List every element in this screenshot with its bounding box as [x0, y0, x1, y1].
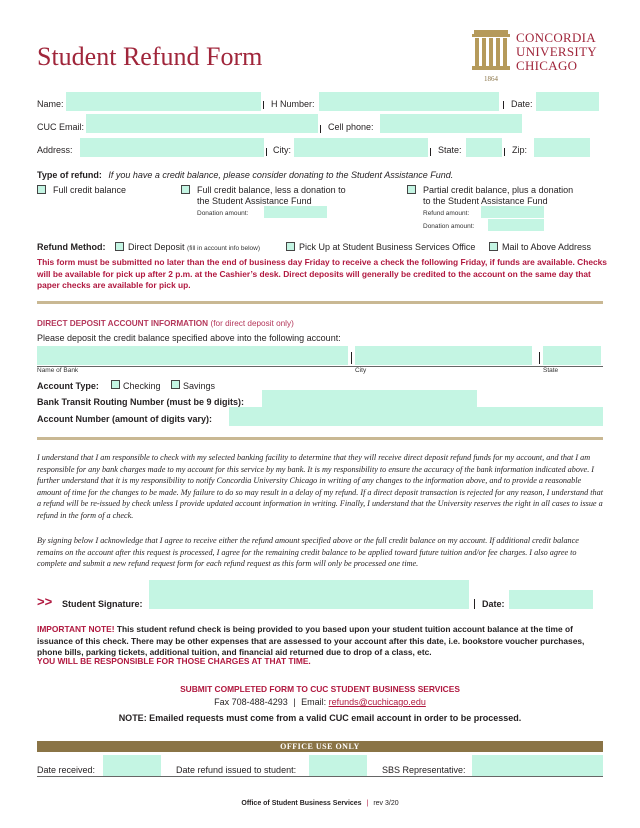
savings-checkbox[interactable]: [171, 380, 180, 389]
address-field[interactable]: [80, 138, 264, 157]
name-field[interactable]: [66, 92, 261, 111]
divider: [430, 148, 431, 156]
refund-amount-field[interactable]: [481, 206, 544, 218]
cuc-email-label: CUC Email:: [37, 122, 85, 132]
date-issued-field[interactable]: [309, 755, 367, 777]
important-lead: IMPORTANT NOTE!: [37, 624, 115, 634]
bank-name-label: Name of Bank: [37, 367, 79, 374]
logo-line-2: UNIVERSITY: [516, 44, 597, 59]
partial-credit-label-1: Partial credit balance, plus a donation: [423, 185, 574, 195]
account-number-label: Account Number (amount of digits vary):: [37, 414, 213, 424]
refund-method-label: Refund Method:: [37, 242, 106, 252]
donation-amount-2-field[interactable]: [488, 219, 544, 231]
signature-date-label: Date:: [482, 599, 505, 609]
pickup-label: Pick Up at Student Business Services Office: [299, 242, 476, 252]
mail-checkbox[interactable]: [489, 242, 498, 251]
full-less-donation-label-1: Full credit balance, less a donation to: [197, 185, 346, 195]
page-title: Student Refund Form: [37, 42, 263, 71]
date-label: Date:: [511, 99, 533, 109]
logo-year: 1864: [484, 75, 498, 83]
logo-line-3: CHICAGO: [516, 58, 578, 73]
underline: [37, 776, 603, 777]
section-divider: [37, 301, 603, 304]
full-less-donation-label-2: the Student Assistance Fund: [197, 196, 312, 206]
section-divider: [37, 437, 603, 440]
office-use-heading: OFFICE USE ONLY: [37, 741, 603, 752]
h-number-field[interactable]: [319, 92, 499, 111]
zip-field[interactable]: [534, 138, 590, 157]
full-credit-label: Full credit balance: [53, 185, 127, 195]
cell-phone-field[interactable]: [380, 114, 522, 133]
state-field[interactable]: [466, 138, 502, 157]
divider: [266, 148, 267, 156]
routing-label: Bank Transit Routing Number (must be 9 digits):: [37, 397, 245, 407]
footer-rev: rev 3/20: [373, 800, 399, 807]
checking-checkbox[interactable]: [111, 380, 120, 389]
account-number-field[interactable]: [229, 407, 603, 426]
bank-city-label: City: [355, 367, 367, 374]
bank-state-label: State: [543, 367, 559, 374]
bank-city-field[interactable]: [355, 346, 532, 365]
date-field[interactable]: [536, 92, 599, 111]
important-warning: YOU WILL BE RESPONSIBLE FOR THOSE CHARGES AT THAT TIME.: [37, 656, 311, 666]
name-label: Name:: [37, 99, 64, 109]
signature-arrows: >>: [37, 594, 53, 609]
columns-icon: [470, 28, 512, 74]
signature-label: Student Signature:: [62, 599, 143, 609]
refund-type-label: Type of refund:: [37, 170, 102, 180]
footer-separator: |: [366, 800, 369, 807]
cell-phone-label: Cell phone:: [328, 122, 374, 132]
university-logo: [470, 28, 610, 84]
important-body: This student refund check is being provided to you based upon your student tuition account balance at the time of issuance of this check. There may be other expenses that are assessed to your account after this date, i.e. bookstore voucher purchases, phone bills, parking tickets, additional tuition, and financial aid returned due to drop of a class, etc.: [37, 624, 585, 657]
refund-amount-label: Refund amount:: [423, 210, 470, 217]
bank-state-field[interactable]: [543, 346, 601, 365]
date-received-field[interactable]: [103, 755, 161, 777]
divider: [503, 101, 504, 109]
submit-email-link[interactable]: refunds@cuchicago.edu: [328, 697, 426, 707]
divider: [320, 125, 321, 133]
signature-date-field[interactable]: [509, 590, 593, 609]
direct-deposit-heading-note: (for direct deposit only): [210, 319, 294, 328]
refund-type-hint: If you have a credit balance, please consider donating to the Student Assistance Fund.: [108, 170, 454, 180]
agreement-paragraph-2: By signing below I acknowledge that I agree to receive either the refund amount specified above or the full credit balance on my account. If additional credit balance remains on the account after this request is processed, I agree for the remaining credit balance to be applied toward future tuition and/or fee charges. I also agree to complete and submit a new refund request form for each refund request as this form will only be processed one time.: [37, 536, 579, 568]
divider: [263, 101, 264, 109]
date-received-label: Date received:: [37, 765, 96, 775]
logo-line-1: CONCORDIA: [516, 30, 596, 45]
donation-amount-label: Donation amount:: [197, 210, 249, 217]
sbs-rep-field[interactable]: [472, 755, 603, 777]
divider: [474, 599, 475, 609]
full-credit-checkbox[interactable]: [37, 185, 46, 194]
account-type-label: Account Type:: [37, 381, 99, 391]
agreement-paragraph-1: I understand that I am responsible to check with my selected banking facility to determine that they will receive direct deposit refund funds for my account, and that I am responsible for any bank charges made to my account for this service by my bank. It is my responsibility to ensure the accuracy of the bank information indicated above. I further understand that it is my responsibility to notify Concordia University Chicago in writing of any changes to the information above, and to provide a reasonable amount of time for the changes to be made. My failure to do so may result in a delay of my refund. If a direct deposit transaction is rejected for any reason, I understand that a refund will be re-issued by check unless I provide updated account information in writing. Finally, I understand that the University reserves the right in all cases to issue a refund in the form of a check.: [37, 453, 603, 520]
sbs-rep-label: SBS Representative:: [382, 765, 466, 775]
footer-office: Office of Student Business Services: [241, 800, 362, 807]
partial-credit-label-2: to the Student Assistance Fund: [423, 196, 548, 206]
submit-email-label: Email:: [301, 697, 327, 707]
direct-deposit-heading: DIRECT DEPOSIT ACCOUNT INFORMATION: [37, 319, 209, 328]
checking-label: Checking: [123, 381, 161, 391]
direct-deposit-note: (fill in account info below): [187, 245, 261, 252]
divider: [351, 352, 352, 364]
submit-separator: |: [293, 697, 296, 707]
divider: [539, 352, 540, 364]
mail-label: Mail to Above Address: [502, 242, 592, 252]
partial-credit-checkbox[interactable]: [407, 185, 416, 194]
pickup-checkbox[interactable]: [286, 242, 295, 251]
divider: [504, 148, 505, 156]
cuc-email-field[interactable]: [86, 114, 318, 133]
savings-label: Savings: [183, 381, 216, 391]
bank-name-field[interactable]: [37, 346, 348, 365]
submit-heading: SUBMIT COMPLETED FORM TO CUC STUDENT BUSINESS SERVICES: [180, 684, 460, 694]
underline: [37, 366, 603, 367]
h-number-label: H Number:: [271, 99, 315, 109]
signature-field[interactable]: [149, 580, 469, 609]
donation-amount-field[interactable]: [264, 206, 327, 218]
donation-amount-2-label: Donation amount:: [423, 223, 475, 230]
deadline-notice: This form must be submitted no later than the end of business day Friday to receive a check the following Friday, if funds are available. Checks will be available for pick up after 2 p.m. at the Cashier’s desk. Direct deposits will generally be credited to the account on the same day that paper checks are available for pick up.: [37, 257, 607, 290]
direct-deposit-checkbox[interactable]: [115, 242, 124, 251]
city-field[interactable]: [294, 138, 428, 157]
direct-deposit-label: Direct Deposit: [128, 242, 185, 252]
state-label: State:: [438, 145, 462, 155]
submit-note: NOTE: Emailed requests must come from a valid CUC email account in order to be processed.: [118, 713, 522, 723]
full-less-donation-checkbox[interactable]: [181, 185, 190, 194]
routing-number-field[interactable]: [262, 390, 477, 408]
date-issued-label: Date refund issued to student:: [176, 765, 297, 775]
zip-label: Zip:: [512, 145, 528, 155]
address-label: Address:: [37, 145, 73, 155]
direct-deposit-instructions: Please deposit the credit balance specified above into the following account:: [37, 333, 341, 343]
submit-fax: Fax 708-488-4293: [214, 697, 288, 707]
city-label: City:: [273, 145, 291, 155]
